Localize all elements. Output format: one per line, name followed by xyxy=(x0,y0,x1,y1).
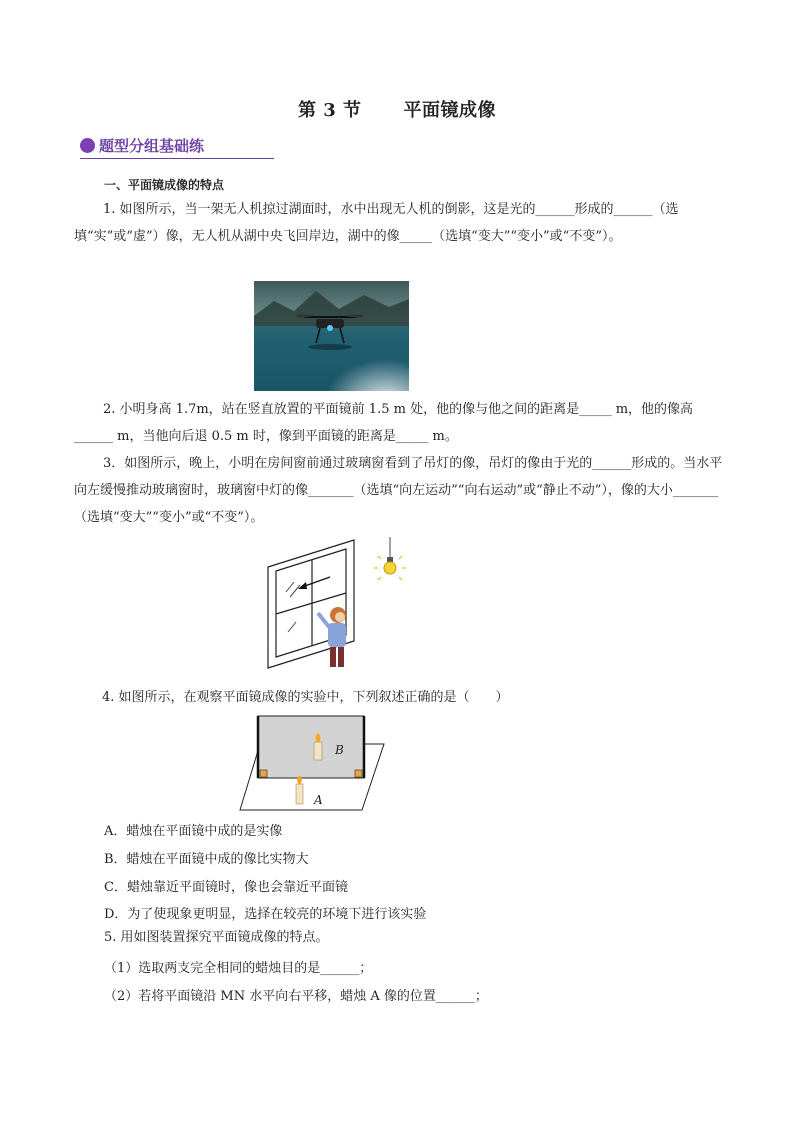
push-arrow-icon xyxy=(298,577,330,589)
section-banner-label: 题型分组基础练 xyxy=(99,137,205,155)
question-2: 2. 小明身高 1.7m，站在竖直放置的平面镜前 1.5 m 处，他的像与他之间的距离是_____ m，他的像高______ m，当他向后退 0.5 m 时，像到平面镜的距离是_____ m。 xyxy=(74,402,694,444)
question-5: 5. 用如图装置探究平面镜成像的特点。 xyxy=(104,930,329,945)
option-c: C．蜡烛靠近平面镜时，像也会靠近平面镜 xyxy=(104,880,348,895)
option-a: A．蜡烛在平面镜中成的是实像 xyxy=(104,824,283,839)
option-b: B．蜡烛在平面镜中成的像比实物大 xyxy=(104,852,309,867)
page-title xyxy=(0,96,794,122)
section-banner xyxy=(80,134,274,159)
hanging-lamp-icon xyxy=(374,537,406,580)
question-3: 3．如图所示，晚上，小明在房间窗前通过玻璃窗看到了吊灯的像，吊灯的像由于光的______形成的。当水平向左缓慢推动玻璃窗时，玻璃窗中灯的像_______（选填“向左运动”“向右运动”或“静止不动”），像的大小_______（选填“变大”“变小”或“不变”）。 xyxy=(74,456,723,525)
question-5-part-2: （2）若将平面镜沿 MN 水平向右平移，蜡烛 A 像的位置______； xyxy=(104,989,488,1004)
option-d: D．为了使现象更明显，选择在较亮的环境下进行该实验 xyxy=(104,907,427,922)
window-lamp-figure xyxy=(266,537,416,672)
section-title: 平面镜成像 xyxy=(403,100,497,121)
mirror-experiment-figure xyxy=(238,714,386,814)
question-1: 1. 如图所示，当一架无人机掠过湖面时，水中出现无人机的倒影，这是光的______形成的______（选填“实”或“虚”）像，无人机从湖中央飞回岸边，湖中的像_____（选填“变大”“变小”或“不变”）。 xyxy=(74,202,679,244)
glass-plate xyxy=(258,716,364,778)
drone-lake-photo xyxy=(254,281,409,391)
section-number: 第 3 节 xyxy=(297,100,362,121)
question-5-part-1: （1）选取两支完全相同的蜡烛目的是______； xyxy=(104,961,373,976)
subheading: 一、平面镜成像的特点 xyxy=(104,178,225,192)
support-block xyxy=(355,770,362,777)
candle-a-label: A xyxy=(314,793,323,807)
bullet-dot-icon xyxy=(80,138,95,153)
boy-figure xyxy=(318,607,346,667)
candle-b-label: B xyxy=(335,743,344,757)
question-4: 4. 如图所示，在观察平面镜成像的实验中，下列叙述正确的是（ ） xyxy=(102,690,509,705)
support-block xyxy=(260,770,267,777)
